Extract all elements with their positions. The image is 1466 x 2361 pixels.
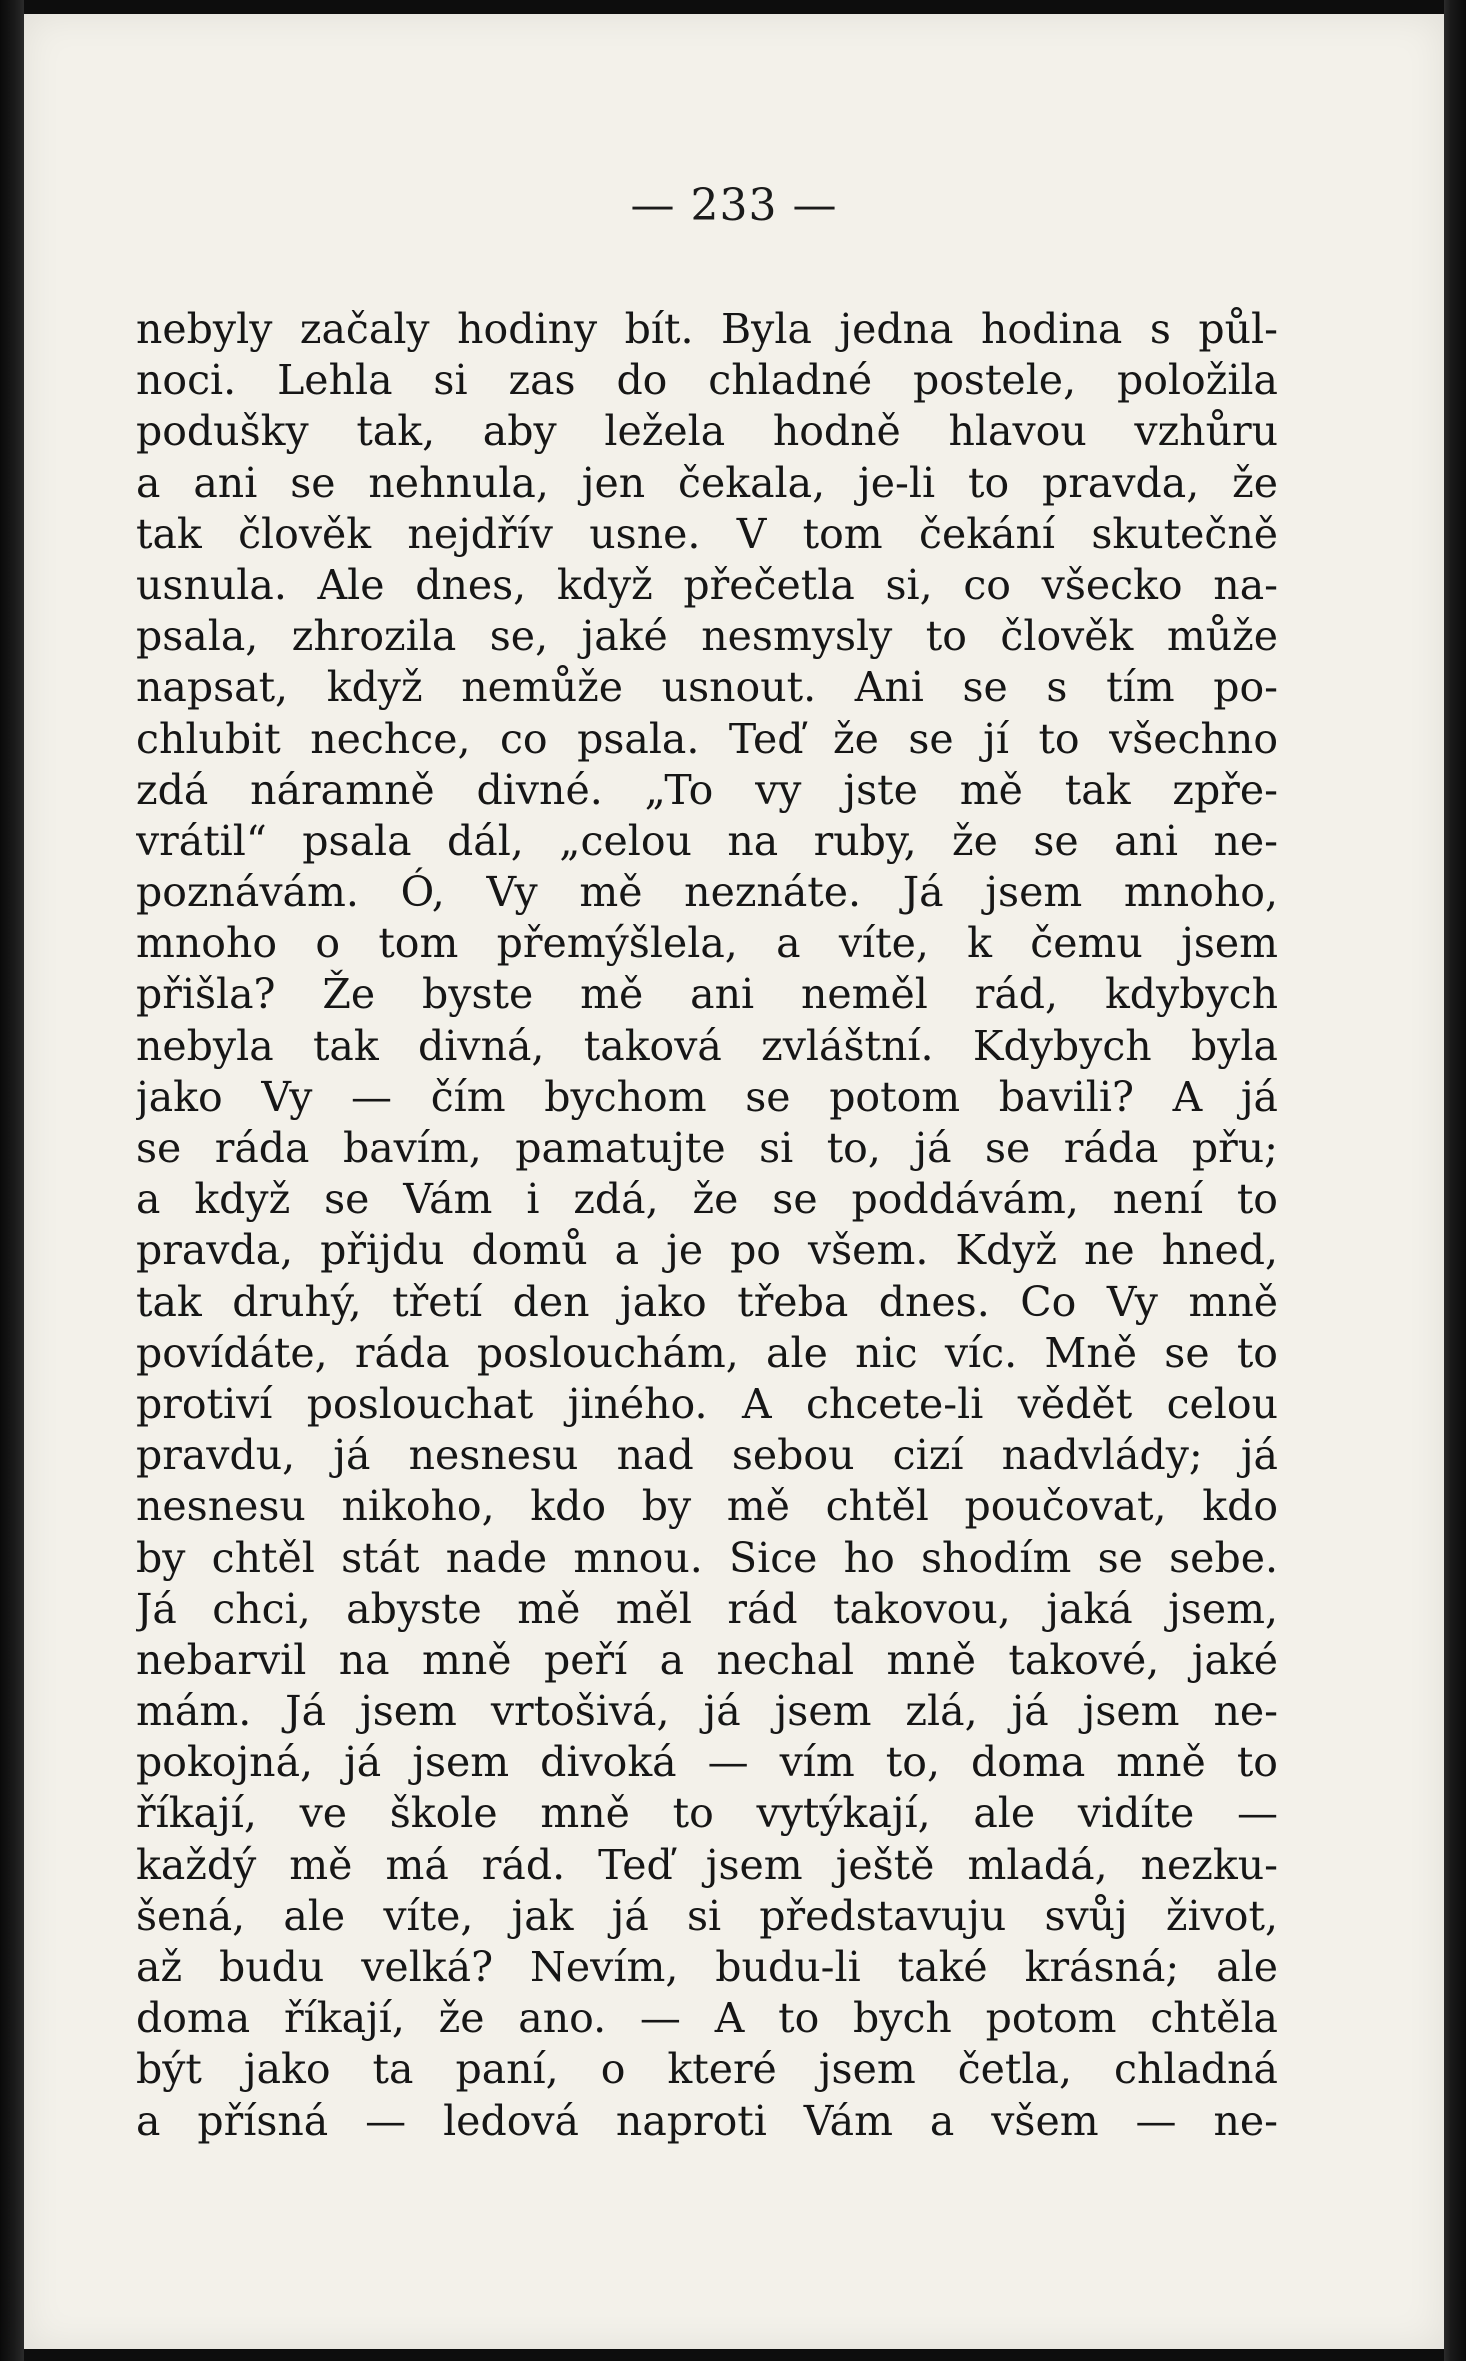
text-line: zdá náramně divné. „To vy jste mě tak zpře- bbox=[136, 765, 1278, 814]
body-text bbox=[136, 304, 1278, 2147]
text-line: usnula. Ale dnes, když přečetla si, co všecko na- bbox=[136, 560, 1278, 609]
text-line: pravda, přijdu domů a je po všem. Když ne hned, bbox=[136, 1226, 1278, 1275]
text-line: protiví poslouchat jiného. A chcete-li vědět celou bbox=[136, 1379, 1278, 1428]
text-line: povídáte, ráda poslouchám, ale nic víc. Mně se to bbox=[136, 1328, 1278, 1377]
text-line: nebyla tak divná, taková zvláštní. Kdybych byla bbox=[136, 1021, 1278, 1070]
scan-border-left bbox=[0, 0, 24, 2361]
text-line: přišla? Že byste mě ani neměl rád, kdybych bbox=[136, 970, 1278, 1019]
text-line: nesnesu nikoho, kdo by mě chtěl poučovat, kdo bbox=[136, 1482, 1278, 1531]
text-line: tak člověk nejdřív usne. V tom čekání skutečně bbox=[136, 509, 1278, 558]
text-line: Já chci, abyste mě měl rád takovou, jaká jsem, bbox=[136, 1584, 1278, 1633]
text-line: vrátil“ psala dál, „celou na ruby, že se ani ne- bbox=[136, 816, 1278, 865]
text-line: se ráda bavím, pamatujte si to, já se ráda přu; bbox=[136, 1124, 1278, 1172]
text-line: poznávám. Ó, Vy mě neznáte. Já jsem mnoho, bbox=[136, 868, 1278, 917]
text-line: nebarvil na mně peří a nechal mně takové, jaké bbox=[136, 1635, 1278, 1684]
text-line: psala, zhrozila se, jaké nesmysly to člověk může bbox=[136, 612, 1278, 661]
text-line: napsat, když nemůže usnout. Ani se s tím po- bbox=[136, 663, 1278, 712]
text-line: doma říkají, že ano. — A to bych potom chtěla bbox=[136, 1994, 1278, 2043]
text-line: a přísná — ledová naproti Vám a všem — ne- bbox=[136, 2096, 1278, 2145]
text-line: nebyly začaly hodiny bít. Byla jedna hodina s půl- bbox=[136, 305, 1278, 353]
text-line: říkají, ve škole mně to vytýkají, ale vidíte — bbox=[136, 1789, 1278, 1838]
scan-border-bottom bbox=[0, 2349, 1466, 2361]
scan-border-right bbox=[1444, 0, 1466, 2361]
book-page bbox=[24, 14, 1444, 2349]
scan-border-top bbox=[0, 0, 1466, 14]
text-line: mnoho o tom přemýšlela, a víte, k čemu jsem bbox=[136, 919, 1278, 968]
text-line: a když se Vám i zdá, že se poddávám, není to bbox=[136, 1175, 1278, 1224]
text-line: jako Vy — čím bychom se potom bavili? A já bbox=[136, 1072, 1278, 1121]
text-line: až budu velká? Nevím, budu-li také krásná; ale bbox=[136, 1943, 1278, 1991]
text-line: chlubit nechce, co psala. Teď že se jí to všechno bbox=[136, 714, 1278, 763]
text-line: pokojná, já jsem divoká — vím to, doma mně to bbox=[136, 1738, 1278, 1787]
text-line: by chtěl stát nade mnou. Sice ho shodím se sebe. bbox=[136, 1533, 1278, 1582]
text-line: mám. Já jsem vrtošivá, já jsem zlá, já jsem ne- bbox=[136, 1687, 1278, 1736]
text-line: podušky tak, aby ležela hodně hlavou vzhůru bbox=[136, 407, 1278, 456]
text-line: tak druhý, třetí den jako třeba dnes. Co Vy mně bbox=[136, 1277, 1278, 1326]
text-line: šená, ale víte, jak já si představuju svůj život, bbox=[136, 1891, 1278, 1940]
text-line: a ani se nehnula, jen čekala, je-li to pravda, že bbox=[136, 458, 1278, 507]
text-line: pravdu, já nesnesu nad sebou cizí nadvlády; já bbox=[136, 1431, 1278, 1480]
text-line: noci. Lehla si zas do chladné postele, položila bbox=[136, 356, 1278, 405]
text-line: každý mě má rád. Teď jsem ještě mladá, nezku- bbox=[136, 1840, 1278, 1889]
page-number: — 233 — bbox=[630, 180, 838, 231]
text-line: být jako ta paní, o které jsem četla, chladná bbox=[136, 2045, 1278, 2094]
